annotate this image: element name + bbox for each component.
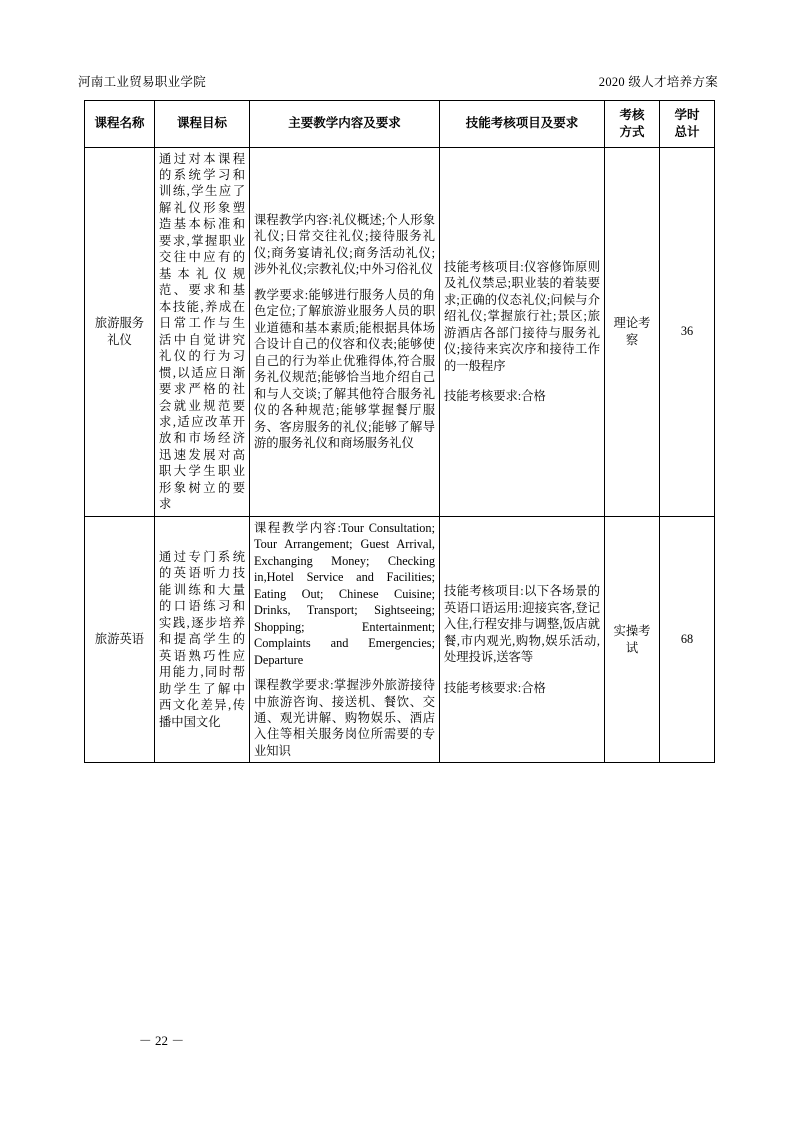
page-number: － 22 －	[138, 1033, 185, 1048]
total-hours: 68	[660, 516, 715, 763]
page-header	[78, 72, 718, 90]
column-header-assessment-mode	[605, 101, 660, 148]
teaching-content-paragraph: 课程教学要求:掌握涉外旅游接待中旅游咨询、接送机、餐饮、交通、观光讲解、购物娱乐、酒店入住等相关服务岗位所需要的专业知识	[254, 678, 435, 758]
total-hours-line1: 学时	[674, 108, 700, 122]
skill-assessment-paragraph: 技能考核项目:仪容修饰原则及礼仪禁忌;职业装的着装要求;正确的仪态礼仪;问候与介绍礼仪;掌握旅行社;景区;旅游酒店各部门接待与服务礼仪;接待来宾次序和接待工作的一般程序	[444, 259, 600, 373]
assessment-mode-line2: 方式	[619, 124, 645, 139]
table-header-row	[85, 101, 715, 148]
column-header-course-name: 课程名称	[85, 101, 155, 148]
course-name: 旅游英语	[85, 516, 155, 763]
assessment-mode: 实操考试	[605, 516, 660, 763]
table-row	[85, 516, 715, 763]
skill-assessment-paragraph: 技能考核要求:合格	[444, 680, 546, 695]
column-header-skill-assessment: 技能考核项目及要求	[440, 101, 605, 148]
teaching-content-paragraph: 课程教学内容:Tour Consultation; Tour Arrangement; Guest Arrival, Exchanging Money; Checking in,Hotel Service and Facilities; Eating Out; Chinese Cuisine; Drinks, Transport; Sightseeing; Shopping; Entertainment; Complaints and Emergencies; Departure	[254, 520, 435, 667]
header-institution: 河南工业贸易职业学院	[78, 75, 207, 89]
column-header-teaching-content: 主要教学内容及要求	[250, 101, 440, 148]
teaching-content-paragraph: 教学要求:能够进行服务人员的角色定位;了解旅游业服务人员的职业道德和基本素质;能根据具体场合设计自己的仪容和仪表;能够使自己的行为举止优雅得体,符合服务礼仪规范;能够恰当地介绍自己和与人交谈;了解其他符合服务礼仪的各种规范;能够掌握餐厅服务、客房服务的礼仪;能够了解导游的服务礼仪和商场服务礼仪	[254, 287, 435, 450]
assessment-mode: 理论考察	[605, 147, 660, 516]
curriculum-table	[84, 100, 715, 763]
total-hours-line2: 总计	[674, 124, 700, 139]
total-hours: 36	[660, 147, 715, 516]
course-goal: 通过专门系统的英语听力技能训练和大量的口语练习和实践,逐步培养和提高学生的英语熟巧性应用能力,同时帮助学生了解中西文化差异,传播中国文化	[155, 516, 250, 763]
skill-assessment-paragraph: 技能考核项目:以下各场景的英语口语运用:迎接宾客,登记入住,行程安排与调整,饭店就餐,市内观光,购物,娱乐活动,处理投诉,送客等	[444, 584, 600, 665]
header-document-title: 2020 级人才培养方案	[598, 75, 718, 89]
table-row	[85, 147, 715, 516]
column-header-course-goal: 课程目标	[155, 101, 250, 148]
column-header-total-hours	[660, 101, 715, 148]
teaching-content-paragraph: 课程教学内容:礼仪概述;个人形象礼仪;日常交往礼仪;接待服务礼仪;商务宴请礼仪;商务活动礼仪;涉外礼仪;宗教礼仪;中外习俗礼仪	[254, 212, 435, 277]
assessment-mode-line1: 考核	[619, 108, 645, 122]
teaching-content	[250, 147, 440, 516]
page-footer	[0, 1030, 793, 1049]
skill-assessment-paragraph: 技能考核要求:合格	[444, 389, 546, 404]
course-name: 旅游服务礼仪	[85, 147, 155, 516]
teaching-content	[250, 516, 440, 763]
course-goal: 通过对本课程的系统学习和训练,学生应了解礼仪形象塑造基本标准和要求,掌握职业交往中应有的基本礼仪规范、要求和基本技能,养成在日常工作与生活中自觉讲究礼仪的行为习惯,以适应日渐要求严格的社会就业规范要求,适应改革开放和市场经济迅速发展对高职大学生职业形象树立的要求	[155, 147, 250, 516]
skill-assessment	[440, 516, 605, 763]
skill-assessment	[440, 147, 605, 516]
